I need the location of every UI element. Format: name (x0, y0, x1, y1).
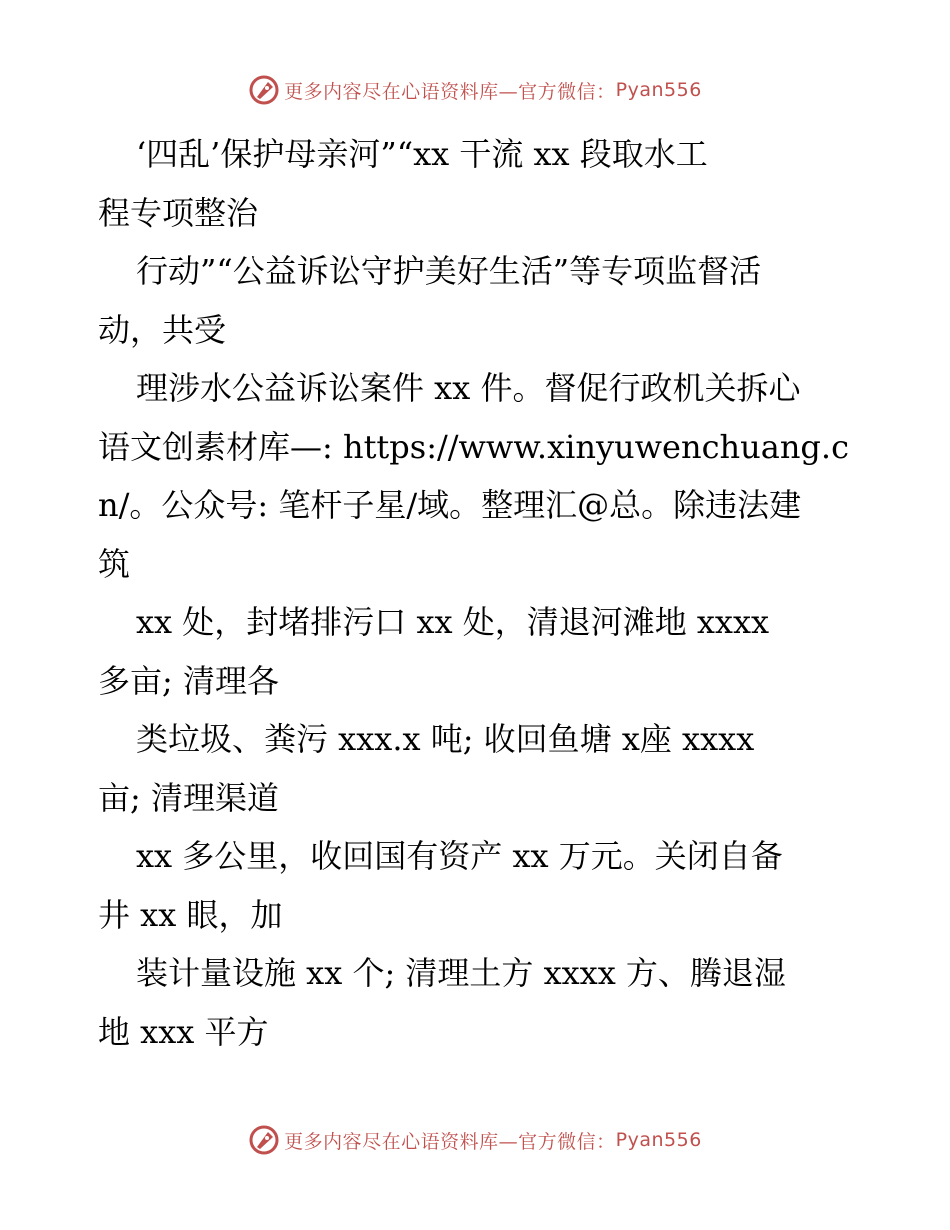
pen-nib-logo-icon (248, 1124, 280, 1156)
footer-banner-text: 更多内容尽在心语资料库—官方微信： (284, 1130, 616, 1153)
body-line: xx 多公里，收回国有资产 xx 万元。关闭自备 (136, 837, 783, 875)
header-banner (0, 70, 950, 110)
body-line: 程专项整治 (98, 193, 259, 232)
body-line: 井 xx 眼，加 (98, 895, 283, 934)
body-line: 装计量设施 xx 个; 清理土方 xxxx 方、腾退湿 (136, 954, 786, 992)
body-line: ‘四乱’保护母亲河”“xx 干流 xx 段取水工 (136, 135, 708, 173)
body-line: 理涉水公益诉讼案件 xx 件。督促行政机关拆心 (136, 369, 801, 407)
body-line: 多亩; 清理各 (98, 661, 279, 700)
body-line: 语文创素材库—: https://www.xinyuwenchuang.c (98, 427, 850, 466)
body-line: n/。公众号: 笔杆子星/域。整理汇@总。除违法建 (98, 486, 802, 524)
pen-nib-logo-icon (248, 74, 280, 106)
header-banner-wechat-id: Pyan556 (615, 79, 702, 101)
body-line: 类垃圾、粪污 xxx.x 吨; 收回鱼塘 x座 xxxx (136, 720, 755, 758)
document-body (98, 125, 858, 1061)
body-line: 地 xxx 平方 (98, 1012, 269, 1051)
body-line: 行动”“公益诉讼守护美好生活”等专项监督活 (136, 252, 762, 290)
footer-banner-wechat-id: Pyan556 (615, 1129, 702, 1151)
footer-banner (0, 1120, 950, 1160)
body-line: 动，共受 (98, 310, 227, 349)
body-line: xx 处，封堵排污口 xx 处，清退河滩地 xxxx (136, 603, 770, 641)
body-line: 筑 (98, 544, 131, 583)
body-line: 亩; 清理渠道 (98, 778, 279, 817)
header-banner-text: 更多内容尽在心语资料库—官方微信： (284, 80, 616, 103)
